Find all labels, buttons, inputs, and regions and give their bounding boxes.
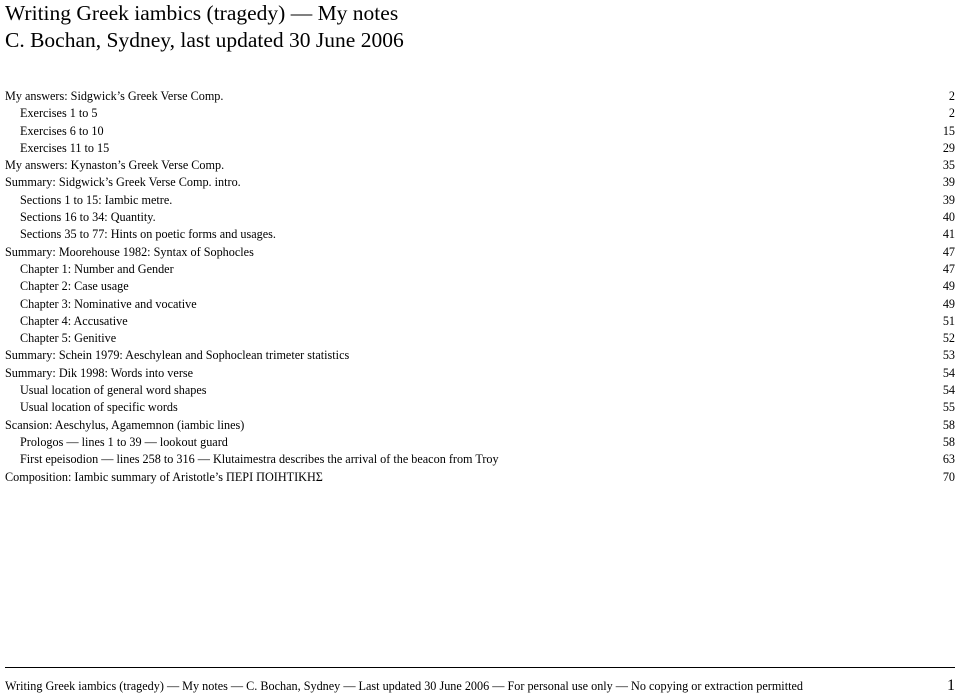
toc-entry[interactable]: [5, 365, 955, 382]
toc-entry-title: Exercises 6 to 10: [20, 123, 104, 138]
toc-entry-title: Chapter 5: Genitive: [20, 331, 117, 346]
toc-entry-title: Composition: Iambic summary of Aristotle’s ΠΕΡΙ ΠΟΙΗΤΙΚΗΣ: [5, 469, 323, 484]
toc-entry-title: Exercises 11 to 15: [20, 140, 110, 155]
toc-entry-title: Chapter 3: Nominative and vocative: [20, 296, 197, 311]
toc-entry-page: 39: [942, 175, 955, 190]
toc-entry[interactable]: [5, 278, 955, 295]
toc-entry[interactable]: [5, 123, 955, 140]
toc-entry-page: 63: [942, 452, 955, 467]
footer-divider: [5, 667, 955, 668]
toc-entry-title: Summary: Sidgwick’s Greek Verse Comp. intro.: [5, 175, 241, 190]
toc-entry[interactable]: [5, 451, 955, 468]
toc-entry-title: Sections 35 to 77: Hints on poetic forms and usages.: [20, 227, 276, 242]
toc-entry[interactable]: [5, 469, 955, 486]
toc-entry-title: Summary: Dik 1998: Words into verse: [5, 365, 194, 380]
toc-entry-title: Usual location of specific words: [20, 400, 178, 415]
toc-entry-page: 40: [942, 210, 955, 225]
toc-entry-page: 29: [942, 140, 955, 155]
toc-entry[interactable]: [5, 174, 955, 191]
toc-entry[interactable]: [5, 105, 955, 122]
toc-entry-page: 2: [948, 89, 955, 103]
toc-entry-page: 49: [942, 279, 955, 294]
toc-entry-title: Chapter 2: Case usage: [20, 279, 129, 294]
toc-entry-title: My answers: Kynaston’s Greek Verse Comp.: [5, 158, 225, 173]
toc-entry-title: My answers: Sidgwick’s Greek Verse Comp.: [5, 89, 224, 103]
toc-entry[interactable]: [5, 209, 955, 226]
toc-entry-page: 47: [942, 261, 955, 276]
toc-entry[interactable]: [5, 434, 955, 451]
toc-entry-title: Chapter 4: Accusative: [20, 313, 128, 328]
toc-entry[interactable]: [5, 382, 955, 399]
toc-entry-title: Summary: Schein 1979: Aeschylean and Sophoclean trimeter statistics: [5, 348, 350, 363]
toc-entry-page: 47: [942, 244, 955, 259]
toc-entry[interactable]: [5, 330, 955, 347]
page-number: 1: [947, 677, 955, 694]
page-footer: [5, 678, 955, 694]
toc-entry[interactable]: [5, 296, 955, 313]
footer-text: Writing Greek iambics (tragedy) — My notes — C. Bochan, Sydney — Last updated 30 June 2006 — For personal use only — No copying or extraction permitted: [5, 679, 803, 693]
toc-entry-page: 39: [942, 192, 955, 207]
toc-entry-title: Chapter 1: Number and Gender: [20, 261, 174, 276]
toc-entry-title: Scansion: Aeschylus, Agamemnon (iambic lines): [5, 417, 245, 432]
toc-entry-page: 52: [942, 331, 955, 346]
toc-entry-title: Usual location of general word shapes: [20, 383, 207, 398]
toc-entry[interactable]: [5, 261, 955, 278]
toc-entry-title: Summary: Moorehouse 1982: Syntax of Sophocles: [5, 244, 254, 259]
toc-entry[interactable]: [5, 226, 955, 243]
toc-entry-page: 58: [942, 434, 955, 449]
toc-entry-page: 51: [942, 313, 955, 328]
toc-entry-page: 41: [942, 227, 955, 242]
toc-entry-page: 70: [942, 469, 955, 484]
toc-entry[interactable]: [5, 192, 955, 209]
toc-entry[interactable]: [5, 244, 955, 261]
toc-entry-page: 54: [942, 365, 955, 380]
toc-entry-title: Sections 16 to 34: Quantity.: [20, 210, 156, 225]
toc-entry-title: Exercises 1 to 5: [20, 106, 98, 121]
document-title: Writing Greek iambics (tragedy) — My notes: [5, 1, 399, 25]
toc-entry-page: 58: [942, 417, 955, 432]
toc-entry[interactable]: [5, 417, 955, 434]
table-of-contents: [5, 88, 955, 486]
toc-entry[interactable]: [5, 157, 955, 174]
toc-entry-page: 2: [948, 106, 955, 121]
toc-entry-title: Sections 1 to 15: Iambic metre.: [20, 192, 173, 207]
toc-entry[interactable]: [5, 313, 955, 330]
toc-entry[interactable]: [5, 399, 955, 416]
toc-entry-page: 55: [942, 400, 955, 415]
toc-entry[interactable]: [5, 347, 955, 364]
toc-entry-page: 15: [942, 123, 955, 138]
toc-entry-title: Prologos — lines 1 to 39 — lookout guard: [20, 434, 228, 449]
toc-entry-page: 54: [942, 383, 955, 398]
toc-entry-page: 49: [942, 296, 955, 311]
document-header: [5, 0, 945, 54]
toc-entry-title: First epeisodion — lines 258 to 316 — Klutaimestra describes the arrival of the beacon from Troy: [20, 452, 499, 467]
toc-entry[interactable]: [5, 140, 955, 157]
toc-entry-page: 53: [942, 348, 955, 363]
toc-entry[interactable]: [5, 88, 955, 105]
toc-entry-page: 35: [942, 158, 955, 173]
document-subtitle: C. Bochan, Sydney, last updated 30 June 2006: [5, 28, 404, 52]
